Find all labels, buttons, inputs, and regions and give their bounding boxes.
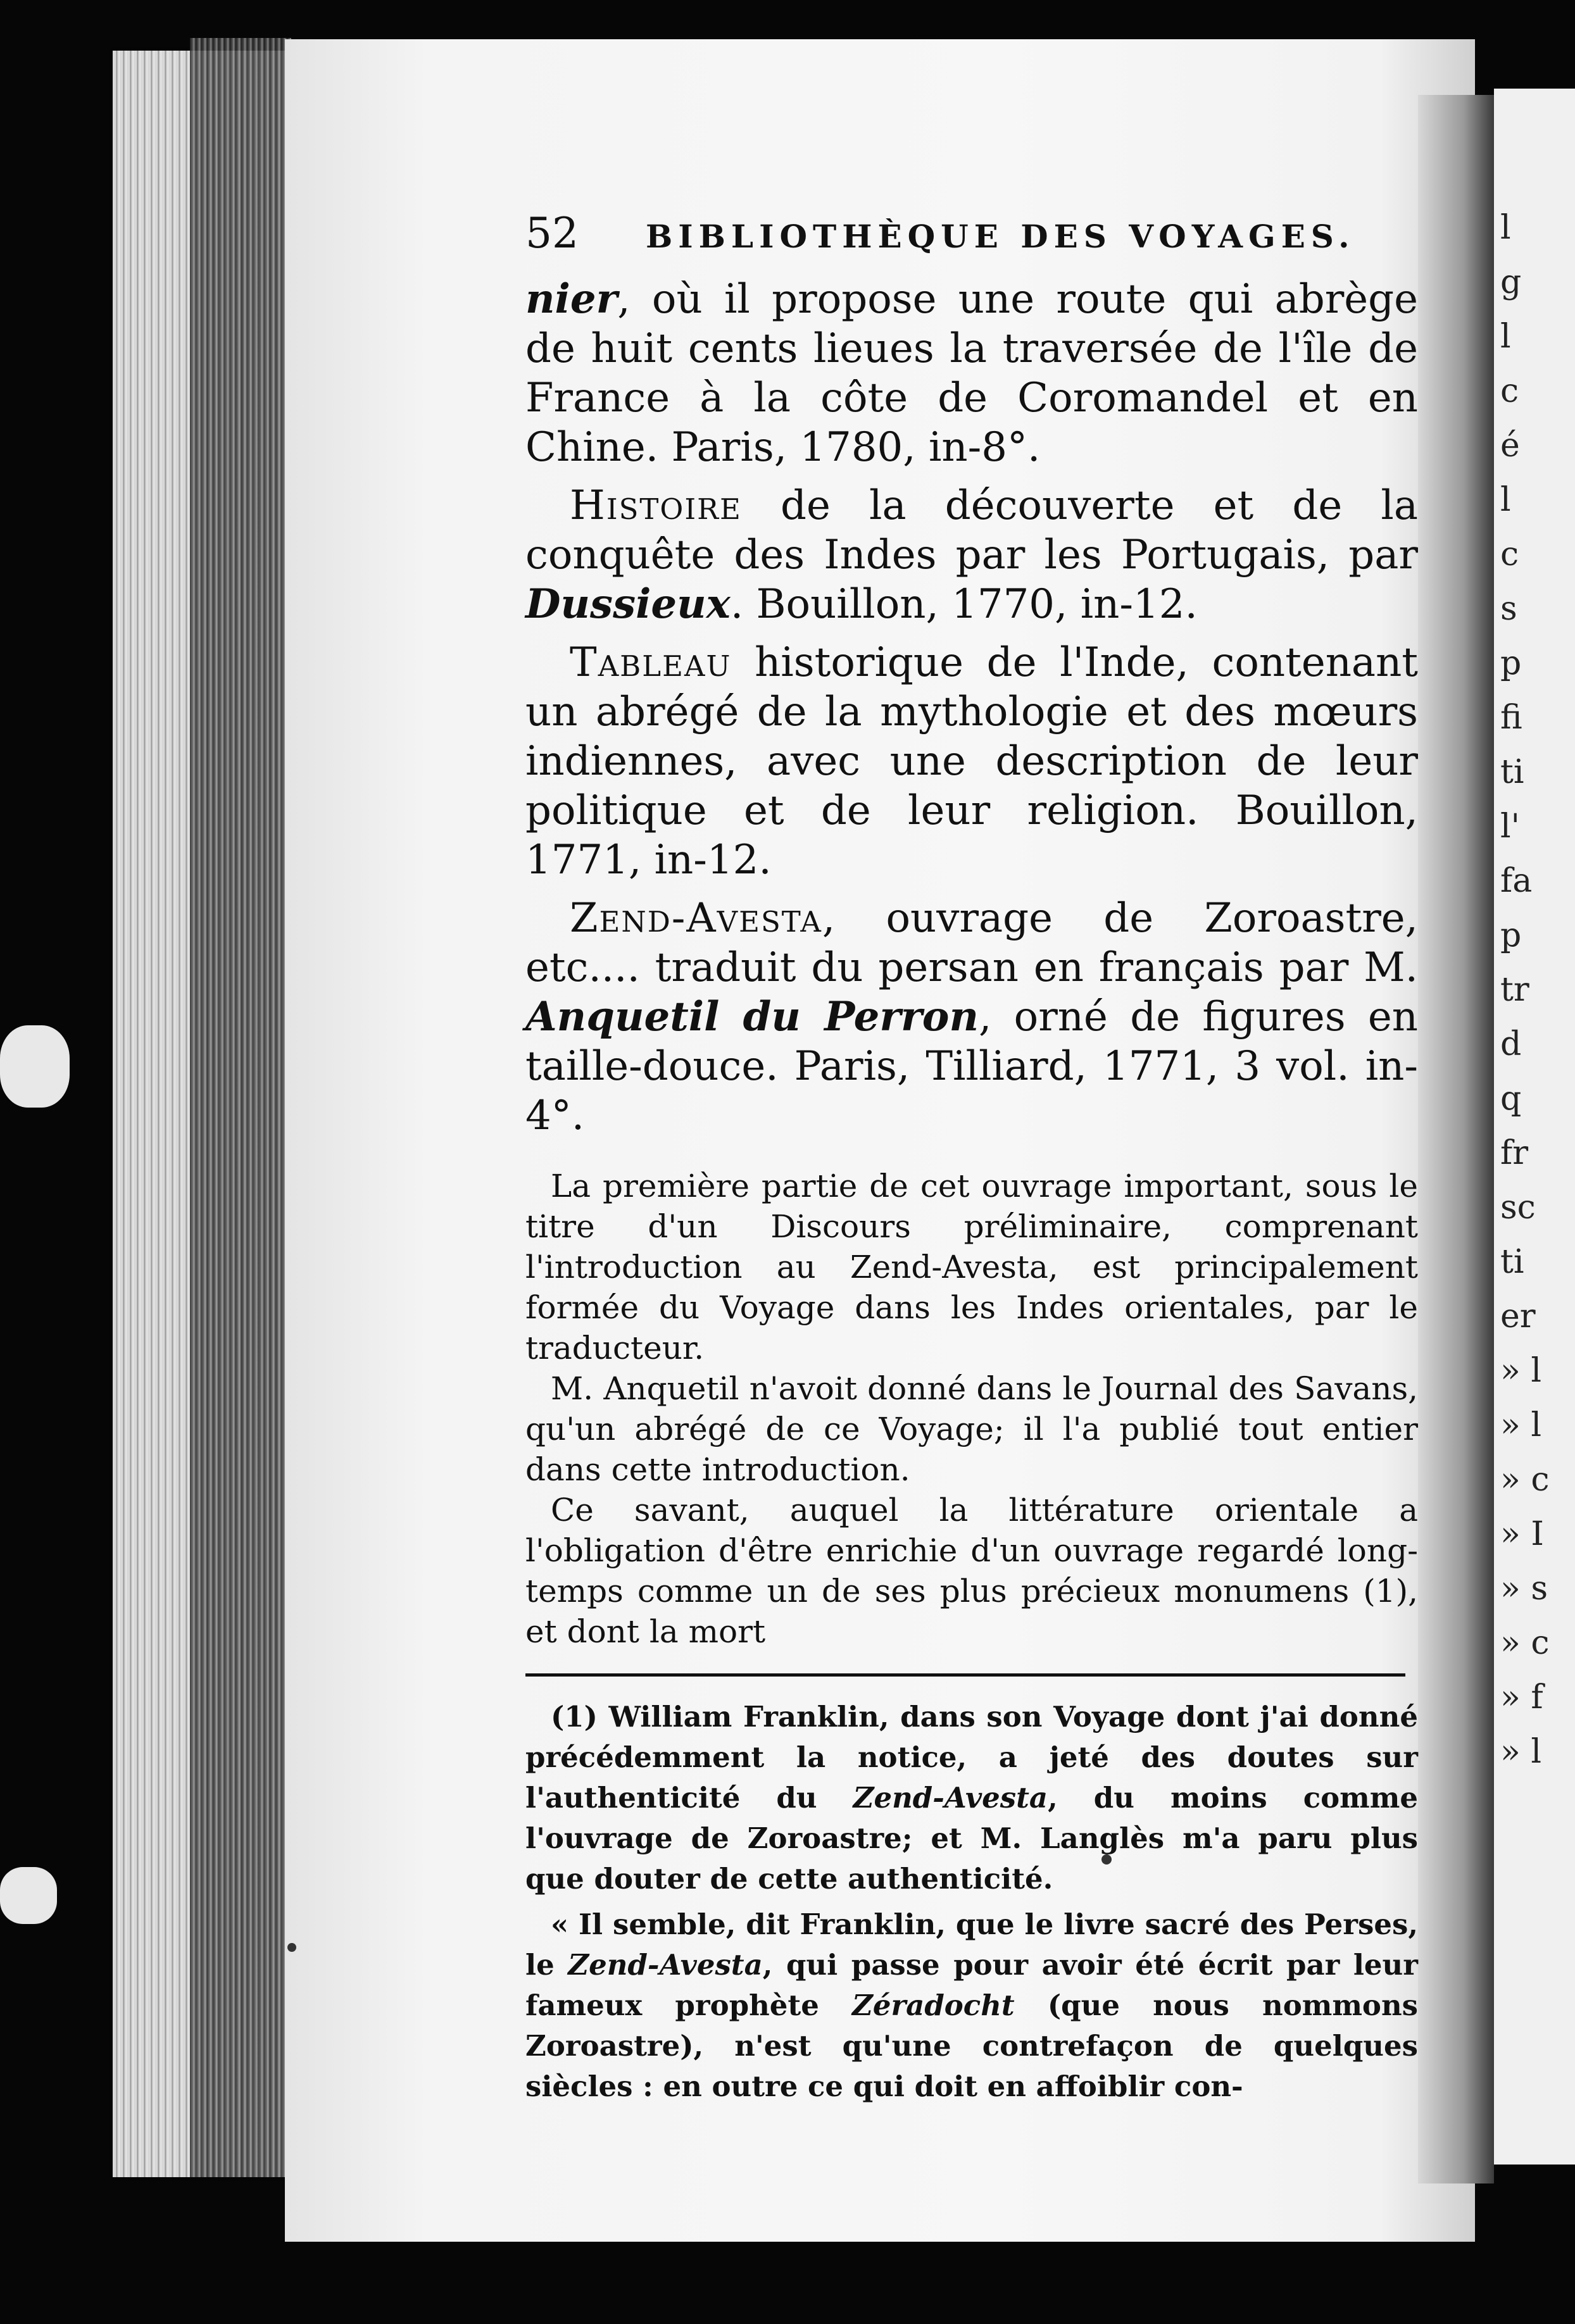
footnote-paragraph bbox=[525, 1697, 1418, 1899]
entry-text: . Bouillon, 1770, in-12. bbox=[730, 581, 1198, 628]
entry-text: , ouvrage de Zoroastre, etc.... traduit du persan en français par M. bbox=[525, 895, 1418, 991]
running-title: BIBLIOTHÈQUE DES VOYAGES. bbox=[646, 218, 1355, 255]
footnote-block bbox=[525, 1697, 1418, 2107]
commentary-notes bbox=[525, 1166, 1418, 1652]
facing-page-fragment: » c bbox=[1500, 1461, 1550, 1499]
paragraph-continued bbox=[525, 275, 1418, 472]
facing-page-fragment: er bbox=[1500, 1297, 1536, 1335]
footnote-text: William Franklin, dans son Voyage dont j'ai donné précédemment la notice, a jeté des doutes sur l'authenticité du bbox=[525, 1700, 1418, 1815]
next-page-fragment bbox=[1494, 89, 1575, 2165]
facing-page-fragment: é bbox=[1500, 427, 1520, 465]
footnote-quote bbox=[525, 1904, 1418, 2107]
book-spine-shadow bbox=[190, 38, 291, 2177]
quote-italic: Zend-Avesta bbox=[568, 1948, 763, 1982]
facing-page-fragment: » l bbox=[1500, 1406, 1541, 1444]
facing-page-fragment: p bbox=[1500, 916, 1522, 954]
quote-text: (que nous nommons Zoroastre), n'est qu'une contrefaçon de quelques siècles : en outre ce qui doit en affoiblir con- bbox=[525, 1989, 1419, 2103]
facing-page-fragment: l bbox=[1500, 318, 1511, 356]
page-gutter-shadow bbox=[1418, 95, 1494, 2183]
scan-noise bbox=[0, 1025, 70, 1108]
facing-page-fragment: ti bbox=[1500, 1243, 1524, 1281]
entry-author: Dussieux bbox=[525, 580, 731, 628]
italic-word: nier bbox=[525, 275, 618, 323]
page-text-block bbox=[525, 209, 1418, 2107]
entry-lead-word: Histoire bbox=[570, 482, 742, 529]
quote-text: « Il semble, dit Franklin, que le livre sacré des Perses, le bbox=[525, 1908, 1418, 1982]
entry-lead-word: Zend-Avesta bbox=[570, 895, 822, 942]
facing-page-fragment: fi bbox=[1500, 699, 1522, 737]
footnote-text: , du moins comme l'ouvrage de Zoroastre; et M. Langlès m'a paru plus que douter de cette authenticité. bbox=[525, 1781, 1419, 1896]
facing-page-fragment: ti bbox=[1500, 753, 1524, 791]
facing-page-fragment: » l bbox=[1500, 1352, 1541, 1390]
footnote-marker: (1) bbox=[551, 1700, 598, 1734]
facing-page-fragment: c bbox=[1500, 535, 1519, 573]
facing-page-fragment: l' bbox=[1500, 808, 1520, 846]
facing-page-fragment: p bbox=[1500, 644, 1522, 682]
running-header bbox=[525, 209, 1418, 275]
entry-text: , orné de figures en taille-douce. Paris, Tilliard, 1771, 3 vol. in-4°. bbox=[525, 994, 1419, 1139]
main-text bbox=[525, 275, 1418, 1140]
bibliography-entry bbox=[525, 638, 1418, 885]
facing-page-fragment: sc bbox=[1500, 1189, 1536, 1227]
note-paragraph: Ce savant, auquel la littérature orientale a l'obligation d'être enrichie d'un ouvrage regardé long-temps comme un de ses plus précieux monumens (1), et dont la mort bbox=[525, 1492, 1418, 1650]
note-paragraph: La première partie de cet ouvrage important, sous le titre d'un Discours préliminaire, comprenant l'introduction au Zend-Avesta, est principalement formée du Voyage dans les Indes orientales, par le traducteur. bbox=[525, 1168, 1418, 1366]
footnote-italic: Zend-Avesta bbox=[853, 1781, 1048, 1815]
facing-page-fragment: g bbox=[1500, 263, 1522, 301]
note-paragraph: M. Anquetil n'avoit donné dans le Journal des Savans, qu'un abrégé de ce Voyage; il l'a publié tout entier dans cette introduction. bbox=[525, 1370, 1418, 1488]
facing-page-fragment: l bbox=[1500, 481, 1511, 519]
facing-page-fragment: » l bbox=[1500, 1733, 1541, 1771]
facing-page-fragment: tr bbox=[1500, 971, 1529, 1009]
facing-page-fragment: s bbox=[1500, 590, 1517, 628]
facing-page-fragment: » c bbox=[1500, 1624, 1550, 1662]
facing-page-fragment: » I bbox=[1500, 1515, 1544, 1553]
paragraph-text: , où il propose une route qui abrège de huit cents lieues la traversée de l'île de France à la côte de Coromandel et en Chine. Paris, 1780, in-8°. bbox=[525, 276, 1418, 471]
facing-page-fragment: c bbox=[1500, 372, 1519, 410]
facing-page-fragment: d bbox=[1500, 1025, 1522, 1063]
facing-page-fragment: l bbox=[1500, 209, 1511, 247]
facing-page-fragment: » s bbox=[1500, 1570, 1548, 1608]
entry-author: Anquetil du Perron bbox=[525, 993, 979, 1040]
scan-noise bbox=[0, 1867, 57, 1924]
entry-text: de la découverte et de la conquête des Indes par les Portugais, par bbox=[525, 482, 1418, 578]
entry-text: historique de l'Inde, contenant un abrégé de la mythologie et des mœurs indiennes, avec une description de leur politique et de leur religion. Bouillon, 1771, in-12. bbox=[525, 639, 1418, 884]
facing-page-fragment: fr bbox=[1500, 1134, 1529, 1172]
facing-page-fragment: q bbox=[1500, 1080, 1522, 1118]
entry-lead-word: Tableau bbox=[570, 639, 732, 686]
page-number: 52 bbox=[525, 209, 579, 258]
quote-italic: Zéradocht bbox=[851, 1989, 1015, 2022]
bibliography-entry bbox=[525, 481, 1418, 629]
footnote-rule bbox=[525, 1673, 1405, 1677]
quote-text: , qui passe pour avoir été écrit par leur fameux prophète bbox=[525, 1948, 1418, 2022]
facing-page-fragment: fa bbox=[1500, 862, 1533, 900]
ink-speck bbox=[287, 1943, 296, 1952]
bibliography-entry bbox=[525, 894, 1418, 1140]
facing-page-fragment: » f bbox=[1500, 1678, 1543, 1716]
